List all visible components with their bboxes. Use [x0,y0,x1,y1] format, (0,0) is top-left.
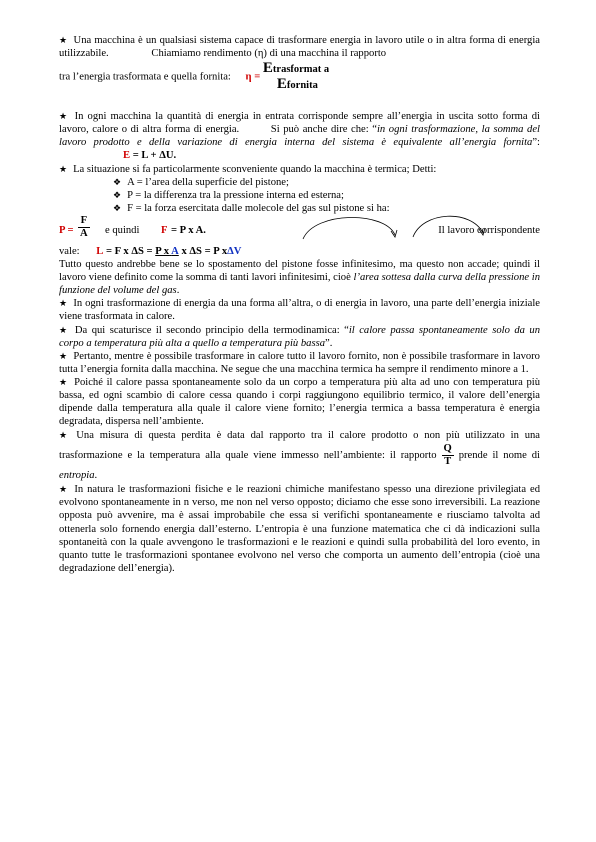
fraction-numerator: F [78,215,90,228]
irreversibility-text: In natura le trasformazioni fisiche e le reazioni chimiche manifestano spesso una direzione privilegiata ed evolvono spontaneamente in n verso, me non nel verso opposto; diciamo che esse sono irreversibili. La reazione opposta può avvenire, ma è assai improbabile che essa si verifichi spontaneamente e riusciamo talvolta ad ottenerla solo fornendo energia dall’esterno. L’entropia è una funzione matematica che ci dà indicazioni sulla spontaneità con la quale avvengono le trasformazioni e le reazioni e quindi sulla probabilità del loro evento, in quanto tutte le trasformazioni spontanee evolvono nel verso che comporta un aumento dell’entropia (cioè una degradazione dell’energia). [59,484,540,574]
work-equation-px: P x [155,245,170,257]
list-item [113,176,540,189]
heat-conversion-text: In ogni trasformazione di energia da una forma all’altra, o di energia in lavoro, una parte dell’energia iniziale viene trasformata in calore. [59,298,540,323]
list-item [113,189,540,202]
efficiency-fraction [263,61,329,93]
work-equation-ds: x ΔS [181,245,202,257]
pressure-formula-line [59,214,540,245]
pressure-symbol: P = [59,224,74,236]
numerator-sub: trasformat a [272,64,330,76]
eta-symbol: η = [245,71,261,83]
star-bullet-icon [59,111,75,122]
diamond-bullet-icon [113,203,127,214]
paragraph-infinitesimal [59,258,540,297]
paragraph-machine-definition [59,34,540,60]
paragraph-heat-conversion [59,297,540,323]
second-law-intro: Da qui scaturisce il secondo principio della termodinamica: “ [74,324,349,336]
efficiency-ratio-text: tra l’energia trasformata e quella fornita: [59,71,231,83]
star-bullet-icon [59,351,73,362]
q-over-t-fraction [442,443,454,468]
paragraph-entropy-definition [59,428,540,483]
heat-flow-text: Poiché il calore passa spontaneamente solo da un corpo a temperatura più alta ad uno con temperatura più bassa, ed ogni scambio di calore cessa quando i corpi raggiungono equilibrio termico, il valore dell’energia dipende dalla temperatura alla quale il calore viene fornito; l’energia termica a bassa temperatura è energia degradata, dispersa nell’ambiente. [59,376,540,428]
list-item-text: P = la differenza tra la pressione interna ed esterna; [127,189,344,201]
efficiency-intro-text: Chiamiamo rendimento (η) di una macchina il rapporto [151,48,387,60]
definitions-list [59,176,540,215]
force-equation: = P x A. [171,224,206,236]
diamond-bullet-icon [113,177,127,188]
period: . [176,285,180,297]
infinitesimal-text: Tutto questo andrebbe bene se lo spostamento del pistone fosse infinitesimo, ma questo non accade; quindi il lavoro viene definito come la somma di tanti lavori infinitesimi, cioè [59,259,540,284]
list-item-text: F = la forza esercitata dalle molecole del gas sul pistone si ha: [127,202,390,214]
star-bullet-icon [59,35,74,46]
work-symbol: L [96,245,104,257]
star-bullet-icon [59,164,73,175]
paragraph-energy-conservation [59,110,540,162]
star-bullet-icon [59,298,73,309]
denominator-sub: fornita [286,80,318,92]
denominator-e: E [276,76,287,93]
second-law-quote: il calore passa spontaneamente solo da un corpo a temperatura più alta a quello a temperatura più bassa [59,324,540,349]
star-bullet-icon [59,430,76,441]
equation-e: E [123,150,131,162]
document-page [59,34,540,575]
fraction-t: T [444,456,452,468]
energy-conservation-text: In ogni macchina la quantità di energia in entrata corrisponde sempre all’energia in uscita sotto forma di lavoro, calore o di altra forma di energia. [59,111,540,136]
quote-open: “ [372,124,377,136]
paragraph-heat-flow [59,376,540,428]
paragraph-thermal-machine [59,163,540,176]
force-symbol: F [161,224,168,236]
work-equation-part2: = P x [204,245,228,257]
also-say-text: Si può anche dire che: [270,124,369,136]
paragraph-irreversibility [59,483,540,575]
work-formula-line [59,245,540,258]
quote-close: ”: [532,137,540,149]
work-equation-part1: = F x ΔS = [105,245,153,257]
paragraph-efficiency-limit [59,350,540,376]
force-area-fraction [78,215,90,240]
vale-text: vale: [59,245,80,257]
entropy-name-text: prende il nome di [458,450,540,462]
quote-end: ”. [325,337,333,349]
entropy-measure-text: Una misura di questa perdita è data dal rapporto tra il calore prodotto o non più utilizzato in una trasformazione e la temperatura alla quale viene immesso nell’ambiente: il rapporto [59,430,540,462]
quindi-text: e quindi [105,224,140,236]
star-bullet-icon [59,484,74,495]
area-under-curve-text: l’area sottesa dalla curva della pressione in funzione del volume del gas [59,272,541,297]
machine-definition-text: Una macchina è un qualsiasi sistema capace di trasformare energia in lavoro utile o in altra forma di energia utilizzabile. [59,35,540,60]
star-bullet-icon [59,325,75,336]
fraction-denominator: A [80,227,88,239]
fraction-q: Q [443,443,452,455]
entropy-word: entropia [59,470,95,482]
numerator-e: E [262,60,273,77]
thermal-machine-text: La situazione si fa particolarmente sconveniente quando la macchina è termica; Detti: [73,163,437,175]
star-bullet-icon [59,377,74,388]
first-law-quote: in ogni trasformazione, la somma del lavoro prodotto e della variazione di energia interna del sistema è equivalente all’energia fornita [59,124,540,149]
paragraph-second-law [59,324,540,350]
efficiency-limit-text: Pertanto, mentre è possibile trasformare in calore tutto il lavoro fornito, non è possibile trasformare in lavoro tutta l’energia fornita dalla macchina. Ne segue che una macchina termica ha sempre il rendimento minore a 1. [59,350,540,375]
work-equation-a: A [171,245,179,257]
efficiency-formula-line [59,61,540,93]
diamond-bullet-icon [113,190,127,201]
period: . [94,470,98,482]
work-equation-dv: ΔV [227,245,242,257]
work-text: Il lavoro corrispondente [438,224,540,236]
equation-rest: = L + ΔU. [132,150,177,162]
list-item-text: A = l’area della superficie del pistone; [127,176,289,188]
